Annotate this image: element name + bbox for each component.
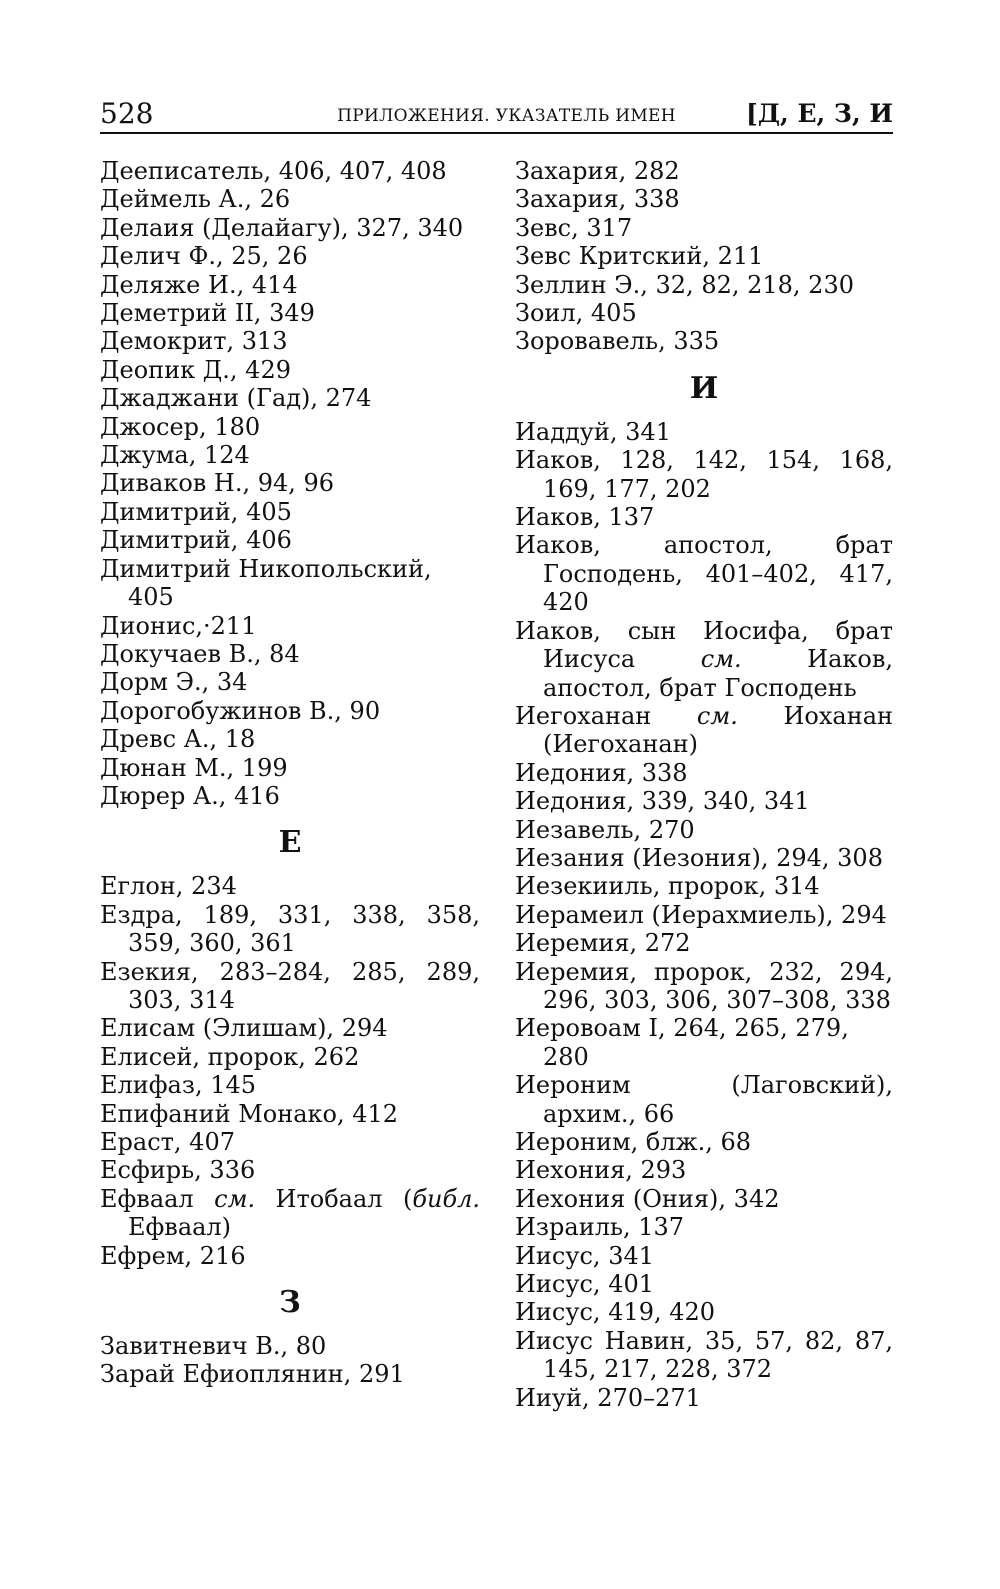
index-entry: Делич Ф., 25, 26	[100, 242, 308, 271]
entry-target: Итобаал (	[255, 1184, 413, 1213]
index-entry: Иехония, 293	[515, 1156, 687, 1185]
index-entry-efvaal	[100, 1185, 480, 1242]
index-entry: Езекия, 283–284, 285, 289, 303, 314	[100, 957, 480, 1014]
index-entry: Димитрий, 405	[100, 497, 292, 526]
index-entry: Иисус, 341	[515, 1241, 654, 1270]
index-entry: Зоровавель, 335	[515, 327, 720, 356]
index-entry: Захария, 338	[515, 185, 680, 214]
index-entry: Иаков, 137	[515, 503, 655, 532]
index-entry: Дюрер А., 416	[100, 781, 280, 810]
index-entry: Иисус, 419, 420	[515, 1298, 716, 1327]
index-entry: Дионис,·211	[100, 611, 257, 640]
index-entry: Иисус, 401	[515, 1270, 654, 1299]
see-reference: см.	[214, 1184, 256, 1213]
index-entry: Иероним, блж., 68	[515, 1128, 752, 1156]
index-entry: Ераст, 407	[100, 1128, 235, 1156]
entry-tail: Иаков, апостол, брат Господень	[543, 645, 893, 702]
index-entry: Деймель А., 26	[100, 185, 291, 214]
index-entry: Зоил, 405	[515, 299, 637, 328]
index-entry: Иезания (Иезония), 294, 308	[515, 843, 883, 872]
index-entry: Дюнан М., 199	[100, 753, 288, 782]
index-entry: Джаджани (Гад), 274	[100, 384, 372, 413]
entry-head: Иегоханан	[515, 701, 697, 730]
index-entry: Иаддуй, 341	[515, 417, 671, 446]
index-entry: Дорм Э., 34	[100, 668, 248, 697]
see-reference: см.	[696, 701, 738, 730]
index-entry: Елифаз, 145	[100, 1071, 257, 1100]
index-entry: Иисус Навин, 35, 57, 82, 87, 145, 217, 228, 372	[515, 1326, 893, 1384]
index-entry: Израиль, 137	[515, 1213, 685, 1242]
index-entry: Ездра, 189, 331, 338, 358, 359, 360, 361	[100, 900, 480, 958]
index-entry: Зевс, 317	[515, 213, 633, 242]
page-number: 528	[100, 97, 154, 130]
index-entry: Иезавель, 270	[515, 815, 695, 844]
index-entry: Елисей, пророк, 262	[100, 1042, 360, 1071]
index-entry: Диваков Н., 94, 96	[100, 469, 335, 498]
bibl-abbrev: библ.	[412, 1184, 481, 1213]
index-entry: Дееписатель, 406, 407, 408	[100, 157, 447, 185]
header-rule	[100, 132, 893, 134]
index-entry: Елисам (Элишам), 294	[100, 1014, 388, 1043]
index-entry: Есфирь, 336	[100, 1156, 256, 1185]
index-entry: Завитневич В., 80	[100, 1332, 327, 1361]
index-entry: Захария, 282	[515, 157, 680, 185]
index-entry: Демокрит, 313	[100, 327, 288, 356]
section-letter-i: И	[689, 370, 719, 406]
index-entry: Древс А., 18	[100, 725, 256, 754]
index-entry: Иехония (Ония), 342	[515, 1184, 780, 1213]
page-header	[100, 96, 893, 132]
index-entry: Иеремия, пророк, 232, 294, 296, 303, 306, 307–308, 338	[515, 957, 893, 1014]
index-entry: Джума, 124	[100, 441, 250, 470]
left-column	[100, 157, 480, 1389]
entry-tail: Иоханан (Иегоханан)	[543, 701, 893, 759]
index-entry: Иеремия, 272	[515, 929, 691, 958]
right-column	[515, 157, 893, 1412]
index-entry: Епифаний Монако, 412	[100, 1099, 399, 1128]
index-entry: Докучаев В., 84	[100, 639, 300, 668]
index-entry: Джосер, 180	[100, 412, 261, 441]
index-entry: Делаия (Делайагу), 327, 340	[100, 213, 464, 242]
index-entry: Иеровоам I, 264, 265, 279, 280	[515, 1014, 849, 1071]
index-entry: Деопик Д., 429	[100, 355, 291, 384]
index-entry: Иерамеил (Иерахмиель), 294	[515, 900, 887, 929]
index-entry: Зевс Критский, 211	[515, 242, 764, 271]
index-entry: Димитрий Никопольский, 405	[100, 554, 432, 612]
running-title: ПРИЛОЖЕНИЯ. УКАЗАТЕЛЬ ИМЕН	[337, 106, 676, 126]
index-entry: Деметрий II, 349	[100, 299, 315, 328]
section-letter-e: Е	[278, 825, 302, 861]
index-entry-iakov-son	[515, 617, 893, 702]
index-entry: Димитрий, 406	[100, 526, 292, 555]
index-entry: Иедония, 339, 340, 341	[515, 787, 810, 816]
index-entry: Зеллин Э., 32, 82, 218, 230	[515, 270, 854, 299]
index-entry: Деляже И., 414	[100, 270, 298, 299]
index-entry-iegohanan	[515, 702, 893, 759]
index-entry: Иедония, 338	[515, 758, 688, 787]
index-entry: Ефрем, 216	[100, 1241, 246, 1270]
section-letter-z: З	[279, 1285, 301, 1321]
index-entry: Дорогобужинов В., 90	[100, 696, 381, 725]
entry-head: Иаков, сын Иосифа, брат Иисуса	[515, 616, 893, 674]
entry-name: Ефваал	[100, 1184, 215, 1213]
index-entry: Зарай Ефиоплянин, 291	[100, 1360, 405, 1389]
see-reference: см.	[700, 645, 742, 674]
index-entry: Иаков, 128, 142, 154, 168, 169, 177, 202	[515, 446, 893, 503]
index-entry: Иаков, апостол, брат Господень, 401–402, 417, 420	[515, 531, 893, 617]
index-entry: Ииуй, 270–271	[515, 1383, 701, 1412]
entry-tail: Ефваал)	[128, 1213, 232, 1242]
section-range: [Д, Е, З, И	[746, 99, 893, 128]
index-entry: Еглон, 234	[100, 872, 237, 901]
index-entry: Иезекииль, пророк, 314	[515, 872, 820, 901]
index-entry: Иероним (Лаговский), архим., 66	[515, 1071, 893, 1128]
